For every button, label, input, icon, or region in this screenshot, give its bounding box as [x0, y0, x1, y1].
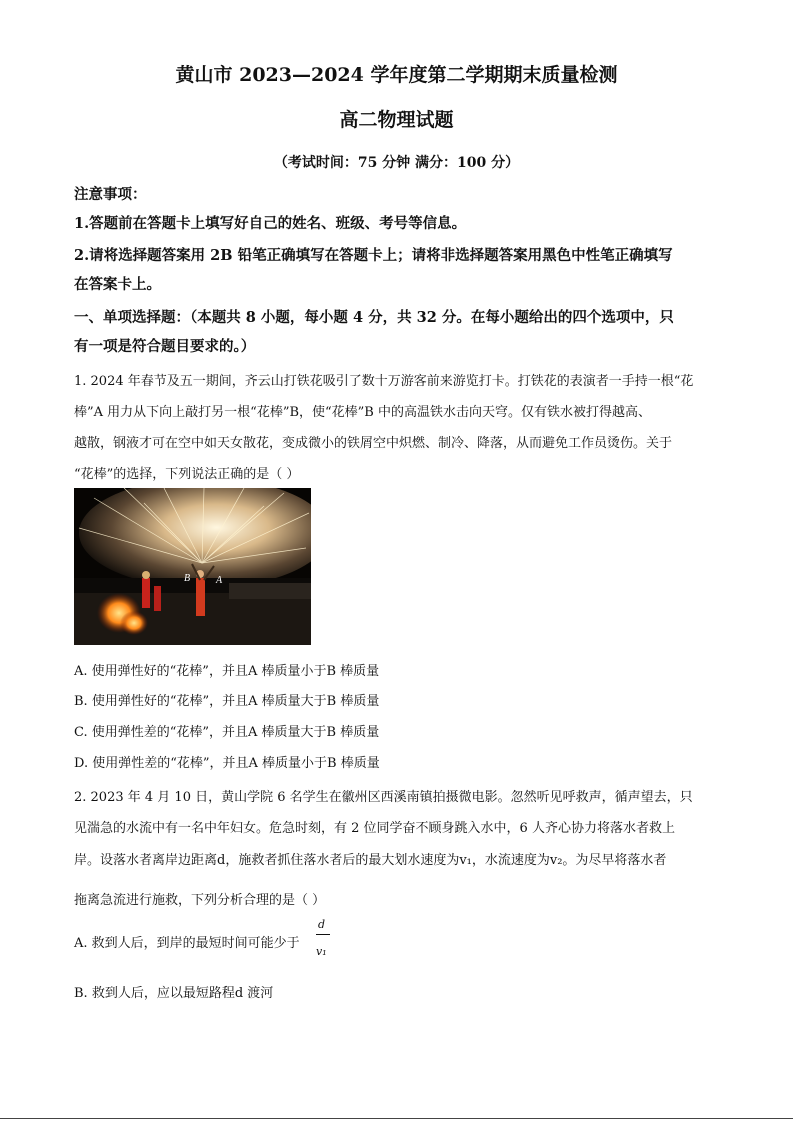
- notes-item-1: 1.答题前在答题卡上填写好自己的姓名、班级、考号等信息。: [74, 215, 467, 232]
- q2-option-a: A. 救到人后，到岸的最短时间可能少于: [74, 936, 300, 951]
- notes-item-2-cont: 在答案卡上。: [74, 276, 161, 293]
- q2-stem-line-2: 见湍急的水流中有一名中年妇女。危急时刻，有 2 位同学奋不顾身跳入水中，6 人齐心协力将落水者救上: [74, 821, 675, 836]
- photo-label-a: A: [216, 575, 223, 586]
- page-bottom-rule: [0, 1118, 793, 1119]
- iron-flower-photo: [74, 488, 311, 645]
- q1-option-c: C. 使用弹性差的“花棒”，并且A 棒质量大于B 棒质量: [74, 725, 380, 740]
- q1-stem-line-3: 越散，钢液才可在空中如天女散花，变成微小的铁屑空中炽燃、制冷、降落，从而避免工作员烫伤。关于: [74, 436, 673, 451]
- exam-title: 黄山市 2023—2024 学年度第二学期期末质量检测: [175, 64, 618, 86]
- q1-option-a: A. 使用弹性好的“花棒”，并且A 棒质量小于B 棒质量: [74, 664, 380, 679]
- notes-item-2: 2.请将选择题答案用 2B 铅笔正确填写在答题卡上；请将非选择题答案用黑色中性笔正确填写: [74, 247, 673, 264]
- exam-info: （考试时间：75 分钟 满分：100 分）: [273, 155, 520, 171]
- q1-option-b: B. 使用弹性好的“花棒”，并且A 棒质量大于B 棒质量: [74, 694, 380, 709]
- q2-stem-line-3: 岸。设落水者离岸边距离d，施救者抓住落水者后的最大划水速度为v₁，水流速度为v₂。为尽早将落水者: [74, 853, 667, 868]
- q1-option-d: D. 使用弹性差的“花棒”，并且A 棒质量小于B 棒质量: [74, 756, 380, 771]
- q1-stem-line-4: “花棒”的选择，下列说法正确的是（ ）: [74, 467, 300, 482]
- q2-stem-line-4: 拖离急流进行施救，下列分析合理的是（ ）: [74, 893, 326, 908]
- exam-subtitle: 高二物理试题: [339, 109, 454, 131]
- q2-fraction-numerator: d: [318, 918, 326, 931]
- section-heading-cont: 有一项是符合题目要求的。）: [74, 338, 256, 355]
- photo-label-b: B: [184, 573, 191, 584]
- q2-option-b: B. 救到人后，应以最短路程d 渡河: [74, 986, 274, 1001]
- section-heading: 一、单项选择题：（本题共 8 小题，每小题 4 分，共 32 分。在每小题给出的四个选项中，只: [74, 309, 674, 326]
- q1-stem-line-2: 棒”A 用力从下向上敲打另一根“花棒”B，使“花棒”B 中的高温铁水击向天穹。仅有铁水被打得越高、: [74, 405, 651, 420]
- q2-fraction-denominator: v₁: [316, 945, 327, 958]
- q2-stem-line-1: 2. 2023 年 4 月 10 日，黄山学院 6 名学生在徽州区西溪南镇拍摄微电影。忽然听见呼救声，循声望去，只: [74, 790, 693, 805]
- q2-fraction-bar: [316, 934, 330, 935]
- notes-heading: 注意事项：: [74, 186, 147, 203]
- q1-stem-line-1: 1. 2024 年春节及五一期间，齐云山打铁花吸引了数十万游客前来游览打卡。打铁花的表演者一手持一根“花: [74, 374, 694, 389]
